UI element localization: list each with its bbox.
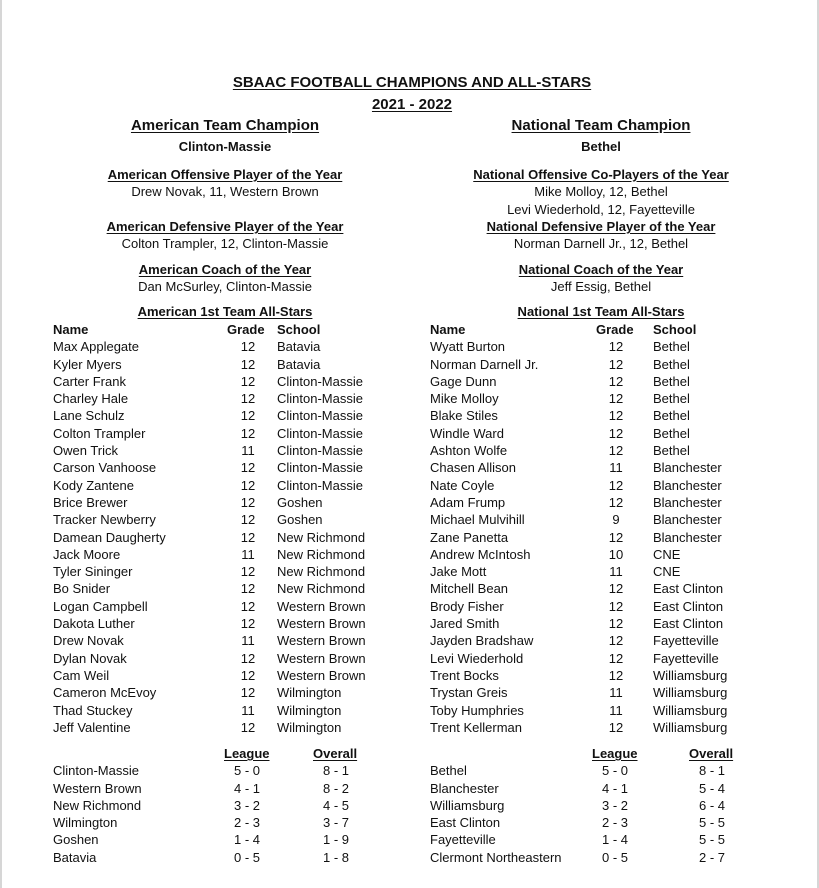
player-grade: 11	[241, 546, 255, 562]
player-name: Trent Bocks	[430, 667, 499, 683]
player-school: CNE	[653, 564, 681, 580]
national-defensive-heading: National Defensive Player of the Year	[486, 219, 716, 234]
player-school: Clinton-Massie	[277, 373, 363, 389]
table-row	[430, 650, 760, 667]
overall-record: 2 - 7	[698, 849, 725, 865]
table-row	[53, 563, 383, 580]
column-header-overall: Overall	[313, 746, 358, 761]
player-grade: 12	[240, 598, 256, 614]
player-name: Norman Darnell Jr.	[430, 356, 539, 372]
player-school: New Richmond	[277, 529, 366, 545]
table-row	[430, 667, 760, 684]
player-school: Western Brown	[277, 650, 366, 666]
page-title: SBAAC FOOTBALL CHAMPIONS AND ALL-STARS	[232, 74, 592, 91]
player-school: Clinton-Massie	[277, 391, 363, 407]
player-school: Bethel	[653, 339, 690, 355]
table-row	[430, 598, 760, 615]
league-record: 0 - 5	[601, 849, 628, 865]
player-name: Jared Smith	[430, 616, 500, 632]
player-name: Jeff Valentine	[53, 719, 131, 735]
american-coach: Dan McSurley, Clinton-Massie	[138, 279, 312, 294]
player-name: Owen Trick	[53, 443, 119, 459]
player-grade: 12	[240, 477, 256, 493]
team-name: Bethel	[430, 763, 467, 779]
american-coach-heading: American Coach of the Year	[138, 262, 312, 277]
table-row	[430, 546, 760, 563]
table-row	[430, 425, 760, 442]
national-defensive-player: Norman Darnell Jr., 12, Bethel	[513, 236, 689, 251]
table-row	[53, 529, 383, 546]
american-champion-heading: American Team Champion	[130, 117, 320, 134]
player-school: Western Brown	[277, 598, 366, 614]
table-row	[53, 702, 383, 719]
american-offensive-heading: American Offensive Player of the Year	[107, 167, 343, 182]
player-school: Western Brown	[277, 667, 366, 683]
column-header-league: League	[592, 746, 638, 761]
player-name: Brody Fisher	[430, 598, 504, 614]
player-grade: 12	[608, 408, 624, 424]
overall-record: 1 - 9	[322, 832, 349, 848]
table-row	[430, 615, 760, 632]
player-school: Goshen	[277, 494, 323, 510]
player-name: Cam Weil	[53, 667, 110, 683]
american-offensive-player: Drew Novak, 11, Western Brown	[131, 184, 319, 199]
player-school: Bethel	[653, 425, 690, 441]
player-school: New Richmond	[277, 581, 366, 597]
player-school: Bethel	[653, 356, 690, 372]
player-grade: 12	[240, 425, 256, 441]
table-row	[430, 511, 760, 528]
player-name: Max Applegate	[53, 339, 140, 355]
player-grade: 12	[240, 616, 256, 632]
table-row	[430, 849, 760, 866]
team-name: Clermont Northeastern	[430, 849, 562, 865]
team-name: Western Brown	[53, 780, 142, 796]
player-grade: 12	[240, 356, 256, 372]
player-grade: 11	[241, 443, 255, 459]
team-name: Blanchester	[430, 780, 499, 796]
table-row	[430, 814, 760, 831]
player-grade: 12	[240, 373, 256, 389]
overall-record: 1 - 8	[322, 849, 349, 865]
player-school: Wilmington	[277, 685, 342, 701]
player-school: Blanchester	[653, 512, 722, 528]
league-record: 3 - 2	[233, 797, 260, 813]
player-school: Williamsburg	[653, 702, 728, 718]
league-record: 0 - 5	[233, 849, 260, 865]
player-name: Lane Schulz	[53, 408, 125, 424]
player-name: Thad Stuckey	[53, 702, 133, 718]
player-name: Tyler Sininger	[53, 564, 133, 580]
player-grade: 12	[240, 512, 256, 528]
player-name: Dylan Novak	[53, 650, 127, 666]
player-name: Gage Dunn	[430, 373, 497, 389]
season-label: 2021 - 2022	[371, 96, 453, 113]
table-row	[430, 632, 760, 649]
overall-record: 6 - 4	[698, 797, 725, 813]
table-row	[53, 632, 383, 649]
table-row	[53, 477, 383, 494]
player-grade: 12	[240, 581, 256, 597]
player-school: Williamsburg	[653, 719, 728, 735]
american-allstars-heading: American 1st Team All-Stars	[137, 304, 313, 319]
player-name: Damean Daugherty	[53, 529, 166, 545]
player-school: Fayetteville	[653, 633, 719, 649]
table-row	[53, 814, 383, 831]
player-grade: 12	[608, 356, 624, 372]
national-standings-table	[430, 745, 760, 866]
national-allstars-heading: National 1st Team All-Stars	[517, 304, 685, 319]
player-grade: 12	[608, 667, 624, 683]
player-school: Blanchester	[653, 494, 722, 510]
player-name: Nate Coyle	[430, 477, 495, 493]
player-grade: 12	[608, 719, 624, 735]
page-edge-left	[0, 0, 2, 888]
table-row	[53, 356, 383, 373]
player-school: East Clinton	[653, 598, 724, 614]
table-row	[430, 459, 760, 476]
player-name: Drew Novak	[53, 633, 124, 649]
table-row	[53, 338, 383, 355]
table-row	[430, 356, 760, 373]
table-row	[53, 684, 383, 701]
american-defensive-heading: American Defensive Player of the Year	[106, 219, 344, 234]
player-name: Jayden Bradshaw	[430, 633, 534, 649]
table-row	[53, 442, 383, 459]
player-name: Dakota Luther	[53, 616, 135, 632]
player-name: Carson Vanhoose	[53, 460, 157, 476]
overall-record: 8 - 1	[698, 763, 725, 779]
player-school: Bethel	[653, 391, 690, 407]
american-defensive-player: Colton Trampler, 12, Clinton-Massie	[121, 236, 329, 251]
player-grade: 12	[240, 408, 256, 424]
player-grade: 12	[608, 339, 624, 355]
table-row	[430, 494, 760, 511]
player-grade: 12	[608, 616, 624, 632]
player-grade: 11	[609, 702, 623, 718]
national-offensive-player-1: Mike Molloy, 12, Bethel	[534, 184, 668, 199]
national-coach-heading: National Coach of the Year	[518, 262, 684, 277]
player-name: Bo Snider	[53, 581, 111, 597]
player-school: Blanchester	[653, 529, 722, 545]
table-row	[53, 373, 383, 390]
player-school: Goshen	[277, 512, 323, 528]
league-record: 5 - 0	[601, 763, 628, 779]
overall-record: 5 - 5	[698, 832, 725, 848]
table-row	[53, 390, 383, 407]
player-name: Windle Ward	[430, 425, 504, 441]
player-name: Carter Frank	[53, 373, 126, 389]
overall-record: 4 - 5	[322, 797, 349, 813]
team-name: East Clinton	[430, 815, 501, 831]
player-grade: 12	[608, 425, 624, 441]
table-row	[53, 849, 383, 866]
team-name: Fayetteville	[430, 832, 496, 848]
player-school: Bethel	[653, 373, 690, 389]
player-name: Mike Molloy	[430, 391, 499, 407]
overall-record: 5 - 5	[698, 815, 725, 831]
table-row	[430, 780, 760, 797]
league-record: 1 - 4	[233, 832, 260, 848]
roster-header-row	[430, 321, 760, 338]
league-record: 4 - 1	[601, 780, 628, 796]
player-name: Adam Frump	[430, 494, 506, 510]
player-name: Andrew McIntosh	[430, 546, 531, 562]
player-name: Colton Trampler	[53, 425, 146, 441]
overall-record: 8 - 1	[322, 763, 349, 779]
table-row	[430, 719, 760, 736]
player-name: Zane Panetta	[430, 529, 509, 545]
table-row	[430, 580, 760, 597]
player-grade: 11	[609, 685, 623, 701]
player-school: Batavia	[277, 356, 321, 372]
player-grade: 12	[240, 685, 256, 701]
national-champion: Bethel	[581, 139, 621, 154]
player-grade: 9	[612, 512, 620, 528]
player-grade: 12	[608, 477, 624, 493]
player-grade: 12	[608, 391, 624, 407]
american-standings-table	[53, 745, 383, 866]
player-grade: 10	[608, 546, 624, 562]
player-name: Tracker Newberry	[53, 512, 156, 528]
player-school: Blanchester	[653, 460, 722, 476]
table-row	[53, 546, 383, 563]
player-school: Wilmington	[277, 702, 342, 718]
player-grade: 11	[609, 460, 623, 476]
table-row	[430, 563, 760, 580]
table-row	[53, 797, 383, 814]
national-coach: Jeff Essig, Bethel	[550, 279, 652, 294]
player-school: New Richmond	[277, 546, 366, 562]
player-grade: 11	[609, 564, 623, 580]
team-name: Batavia	[53, 849, 97, 865]
league-record: 3 - 2	[601, 797, 628, 813]
table-row	[430, 390, 760, 407]
table-row	[53, 615, 383, 632]
standings-header-row	[430, 745, 760, 762]
player-school: East Clinton	[653, 616, 724, 632]
player-school: Fayetteville	[653, 650, 719, 666]
player-grade: 12	[608, 443, 624, 459]
player-school: Western Brown	[277, 633, 366, 649]
player-name: Wyatt Burton	[430, 339, 506, 355]
player-school: Clinton-Massie	[277, 460, 363, 476]
player-name: Jake Mott	[430, 564, 487, 580]
american-roster-table	[53, 321, 383, 736]
player-name: Levi Wiederhold	[430, 650, 524, 666]
table-row	[53, 831, 383, 848]
player-name: Kody Zantene	[53, 477, 134, 493]
player-grade: 12	[608, 494, 624, 510]
column-header-name: Name	[53, 322, 89, 337]
league-record: 1 - 4	[601, 832, 628, 848]
player-school: Williamsburg	[653, 685, 728, 701]
standings-header-row	[53, 745, 383, 762]
player-grade: 12	[608, 633, 624, 649]
player-school: CNE	[653, 546, 681, 562]
table-row	[53, 511, 383, 528]
column-header-league: League	[224, 746, 270, 761]
table-row	[430, 762, 760, 779]
player-grade: 12	[240, 391, 256, 407]
league-record: 2 - 3	[233, 815, 260, 831]
player-school: New Richmond	[277, 564, 366, 580]
player-name: Charley Hale	[53, 391, 129, 407]
overall-record: 5 - 4	[698, 780, 725, 796]
player-name: Jack Moore	[53, 546, 121, 562]
national-offensive-heading: National Offensive Co-Players of the Year	[473, 167, 729, 182]
player-school: Western Brown	[277, 616, 366, 632]
table-row	[53, 494, 383, 511]
table-row	[430, 702, 760, 719]
team-name: Williamsburg	[430, 797, 505, 813]
player-name: Trent Kellerman	[430, 719, 522, 735]
player-school: East Clinton	[653, 581, 724, 597]
player-name: Ashton Wolfe	[430, 443, 508, 459]
table-row	[53, 667, 383, 684]
player-grade: 11	[241, 633, 255, 649]
player-school: Wilmington	[277, 719, 342, 735]
player-school: Bethel	[653, 408, 690, 424]
table-row	[430, 529, 760, 546]
table-row	[430, 477, 760, 494]
player-grade: 12	[240, 529, 256, 545]
table-row	[53, 780, 383, 797]
player-grade: 12	[608, 581, 624, 597]
table-row	[53, 459, 383, 476]
player-grade: 12	[240, 564, 256, 580]
table-row	[430, 338, 760, 355]
player-school: Clinton-Massie	[277, 425, 363, 441]
player-grade: 12	[240, 719, 256, 735]
table-row	[430, 797, 760, 814]
column-header-grade: Grade	[596, 322, 634, 337]
table-row	[53, 762, 383, 779]
player-name: Trystan Greis	[430, 685, 508, 701]
league-record: 4 - 1	[233, 780, 260, 796]
player-name: Michael Mulvihill	[430, 512, 525, 528]
column-header-name: Name	[430, 322, 466, 337]
national-offensive-player-2: Levi Wiederhold, 12, Fayetteville	[507, 202, 695, 217]
team-name: Goshen	[53, 832, 99, 848]
league-record: 5 - 0	[233, 763, 260, 779]
player-name: Brice Brewer	[53, 494, 128, 510]
player-grade: 12	[608, 598, 624, 614]
team-name: Wilmington	[53, 815, 118, 831]
table-row	[53, 719, 383, 736]
column-header-school: School	[653, 322, 697, 337]
player-grade: 12	[240, 339, 256, 355]
player-name: Blake Stiles	[430, 408, 498, 424]
team-name: Clinton-Massie	[53, 763, 139, 779]
player-name: Logan Campbell	[53, 598, 148, 614]
team-name: New Richmond	[53, 797, 142, 813]
overall-record: 3 - 7	[322, 815, 349, 831]
player-grade: 12	[608, 529, 624, 545]
table-row	[430, 831, 760, 848]
player-school: Batavia	[277, 339, 321, 355]
table-row	[53, 598, 383, 615]
player-grade: 12	[240, 494, 256, 510]
american-champion: Clinton-Massie	[178, 139, 272, 154]
player-grade: 12	[240, 667, 256, 683]
player-school: Clinton-Massie	[277, 477, 363, 493]
roster-header-row	[53, 321, 383, 338]
player-school: Williamsburg	[653, 667, 728, 683]
column-header-grade: Grade	[227, 322, 265, 337]
overall-record: 8 - 2	[322, 780, 349, 796]
table-row	[53, 650, 383, 667]
table-row	[430, 442, 760, 459]
player-name: Chasen Allison	[430, 460, 516, 476]
player-name: Mitchell Bean	[430, 581, 509, 597]
national-roster-table	[430, 321, 760, 736]
national-champion-heading: National Team Champion	[511, 117, 691, 134]
player-name: Kyler Myers	[53, 356, 122, 372]
player-school: Clinton-Massie	[277, 443, 363, 459]
column-header-school: School	[277, 322, 321, 337]
player-grade: 11	[241, 702, 255, 718]
player-school: Clinton-Massie	[277, 408, 363, 424]
player-grade: 12	[240, 460, 256, 476]
table-row	[430, 373, 760, 390]
league-record: 2 - 3	[601, 815, 628, 831]
table-row	[430, 684, 760, 701]
player-school: Blanchester	[653, 477, 722, 493]
player-name: Cameron McEvoy	[53, 685, 157, 701]
table-row	[430, 407, 760, 424]
table-row	[53, 425, 383, 442]
player-grade: 12	[608, 650, 624, 666]
table-row	[53, 580, 383, 597]
column-header-overall: Overall	[689, 746, 734, 761]
player-grade: 12	[240, 650, 256, 666]
table-row	[53, 407, 383, 424]
player-name: Toby Humphries	[430, 702, 524, 718]
player-school: Bethel	[653, 443, 690, 459]
player-grade: 12	[608, 373, 624, 389]
